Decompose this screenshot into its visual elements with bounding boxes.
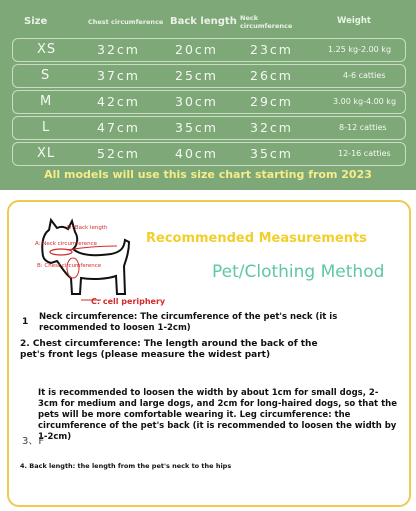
cell-back: 35cm (175, 120, 218, 135)
table-row (12, 116, 406, 140)
cell-neck: 35cm (250, 146, 293, 161)
cell-neck: 32cm (250, 120, 293, 135)
header-size: Size (24, 16, 48, 27)
cell-neck: 29cm (250, 94, 293, 109)
item-3-marker: 3、F (22, 436, 45, 447)
table-row (12, 142, 406, 166)
size-table-header (0, 10, 416, 40)
measurement-panel (7, 200, 411, 507)
cell-back: 25cm (175, 68, 218, 83)
item-neck-circumference: Neck circumference: The circumference of the pet's neck (it is recommended to loosen 1-2cm) (39, 312, 338, 333)
size-chart-note: All models will use this size chart starting from 2023 (44, 168, 372, 181)
diagram-label-back: D: Back length (67, 225, 108, 231)
table-row (12, 64, 406, 88)
cell-chest: 37cm (97, 68, 140, 83)
cell-chest: 42cm (97, 94, 140, 109)
header-chest: Chest circumference (88, 18, 164, 26)
size-chart-section (0, 0, 416, 190)
cell-weight: 3.00 kg-4.00 kg (333, 97, 397, 106)
cell-back: 40cm (175, 146, 218, 161)
item-1-number: 1 (22, 317, 29, 327)
diagram-label-cell: C: cell periphery (91, 297, 166, 306)
item-leg-circumference: It is recommended to loosen the width by about 1cm for small dogs, 2-3cm for medium and large dogs, and 2cm for long-haired dogs, so that the pets will be more comfortable wearing it. Leg circumference: the circumference of the pet's back (it is recommended to loosen the width by 1-2cm) (38, 388, 397, 442)
item-chest-circumference: 2. Chest circumference: The length around the back of the pet's front legs (please measure the widest part) (20, 339, 318, 360)
cell-size: S (41, 68, 51, 83)
cell-size: L (42, 120, 51, 135)
cell-chest: 47cm (97, 120, 140, 135)
cell-weight: 8-12 catties (339, 123, 387, 132)
cell-weight: 12-16 catties (338, 149, 391, 158)
diagram-label-chest: B: Chest circumference (37, 263, 102, 269)
header-neck: Neck circumference (240, 14, 293, 30)
method-title: Pet/Clothing Method (212, 262, 385, 282)
cell-weight: 4-6 catties (343, 71, 386, 80)
cell-back: 20cm (175, 42, 218, 57)
recommended-title: Recommended Measurements (146, 231, 367, 246)
header-back-length: Back length (170, 16, 237, 27)
cell-neck: 26cm (250, 68, 293, 83)
cell-neck: 23cm (250, 42, 293, 57)
cell-size: XS (37, 42, 57, 57)
cell-chest: 52cm (97, 146, 140, 161)
cell-size: XL (37, 146, 56, 161)
item-back-length: 4. Back length: the length from the pet's neck to the hips (20, 462, 232, 470)
cell-chest: 32cm (97, 42, 140, 57)
cell-back: 30cm (175, 94, 218, 109)
cell-size: M (40, 94, 53, 109)
table-row (12, 38, 406, 62)
table-row (12, 90, 406, 114)
cell-weight: 1.25 kg-2.00 kg (328, 45, 392, 54)
header-weight: Weight (337, 16, 371, 26)
diagram-label-neck: A: Neck circumference (35, 241, 98, 247)
